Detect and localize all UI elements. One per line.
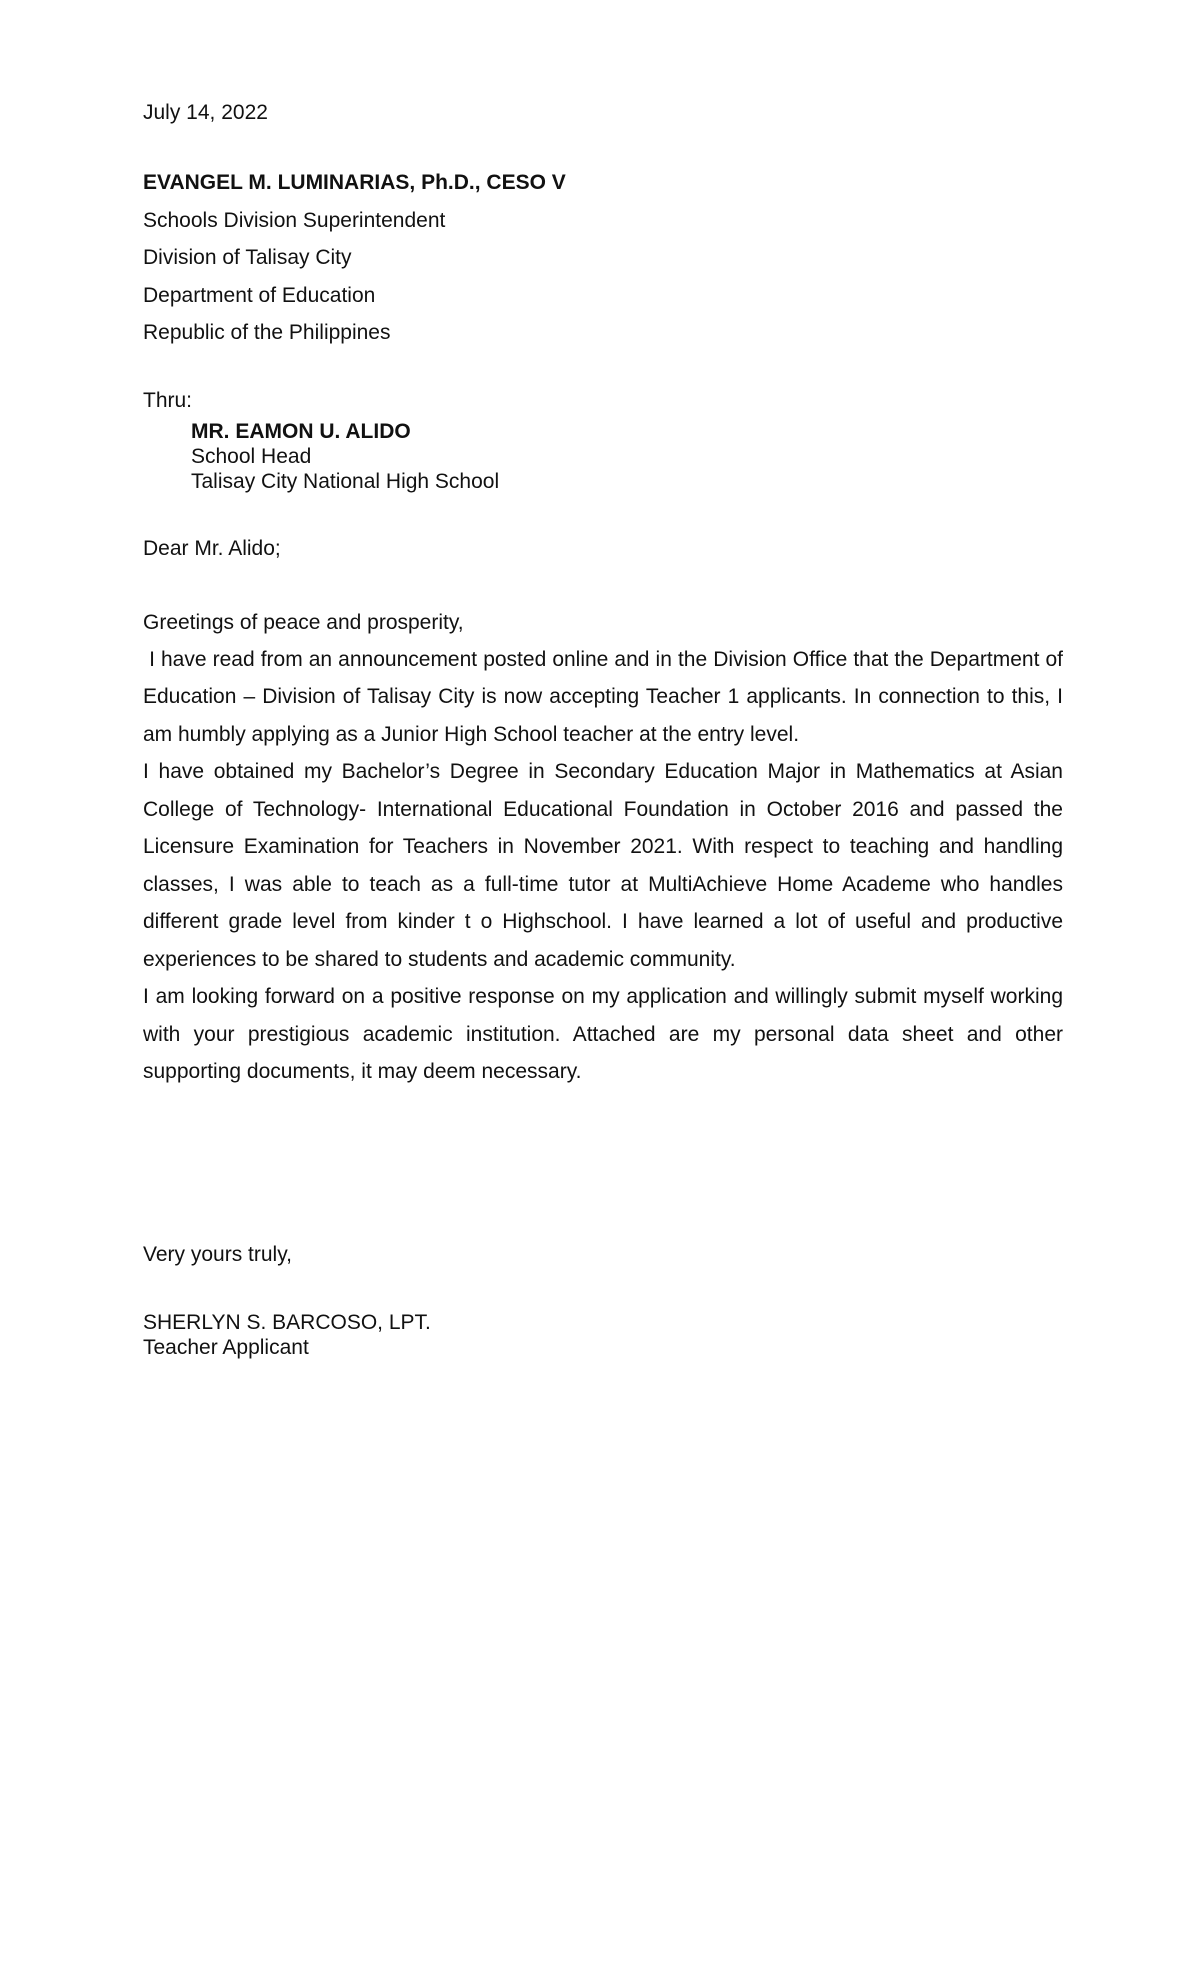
thru-title: School Head [191,444,312,468]
signature-name: SHERLYN S. BARCOSO, LPT. [143,1310,431,1334]
body-paragraph-2: I have obtained my Bachelor’s Degree in Secondary Education Major in Mathematics at Asian College of Technology- International Educational Foundation in October 2016 and passed the Licensure Examination for Teachers in November 2021. With respect to teaching and handling classes, I was able to teach as a full-time tutor at MultiAchieve Home Academe who handles different grade level from kinder t o Highschool. I have learned a lot of useful and productive experiences to be shared to students and academic community. [143,760,1063,971]
thru-school: Talisay City National High School [191,469,500,493]
thru-label: Thru: [143,388,193,412]
signature-block [143,1310,1063,1360]
thru-name: MR. EAMON U. ALIDO [191,419,411,443]
thru-section [143,382,1063,494]
closing: Very yours truly, [143,1242,292,1266]
recipient-division: Division of Talisay City [143,246,352,269]
recipient-department: Department of Education [143,283,376,307]
recipient-block [143,164,1063,352]
signature-title: Teacher Applicant [143,1335,309,1359]
body-paragraph-1: I have read from an announcement posted online and in the Division Office that the Department of Education – Division of Talisay City is now accepting Teacher 1 applicants. In connection to this, I am humbly applying as a Junior High School teacher at the entry level. [143,647,1069,746]
thru-block [143,419,1063,494]
recipient-title: Schools Division Superintendent [143,208,446,232]
greeting: Greetings of peace and prosperity, [143,610,464,634]
letter-date: July 14, 2022 [143,101,268,124]
recipient-name: EVANGEL M. LUMINARIAS, Ph.D., CESO V [143,171,566,194]
recipient-country: Republic of the Philippines [143,321,391,344]
salutation: Dear Mr. Alido; [143,536,281,560]
body-paragraph-3: I am looking forward on a positive response on my application and willingly submit myself working with your prestigious academic institution. Attached are my personal data sheet and other supporting documents, it may deem necessary. [143,985,1063,1083]
letter-content [143,98,1069,1360]
